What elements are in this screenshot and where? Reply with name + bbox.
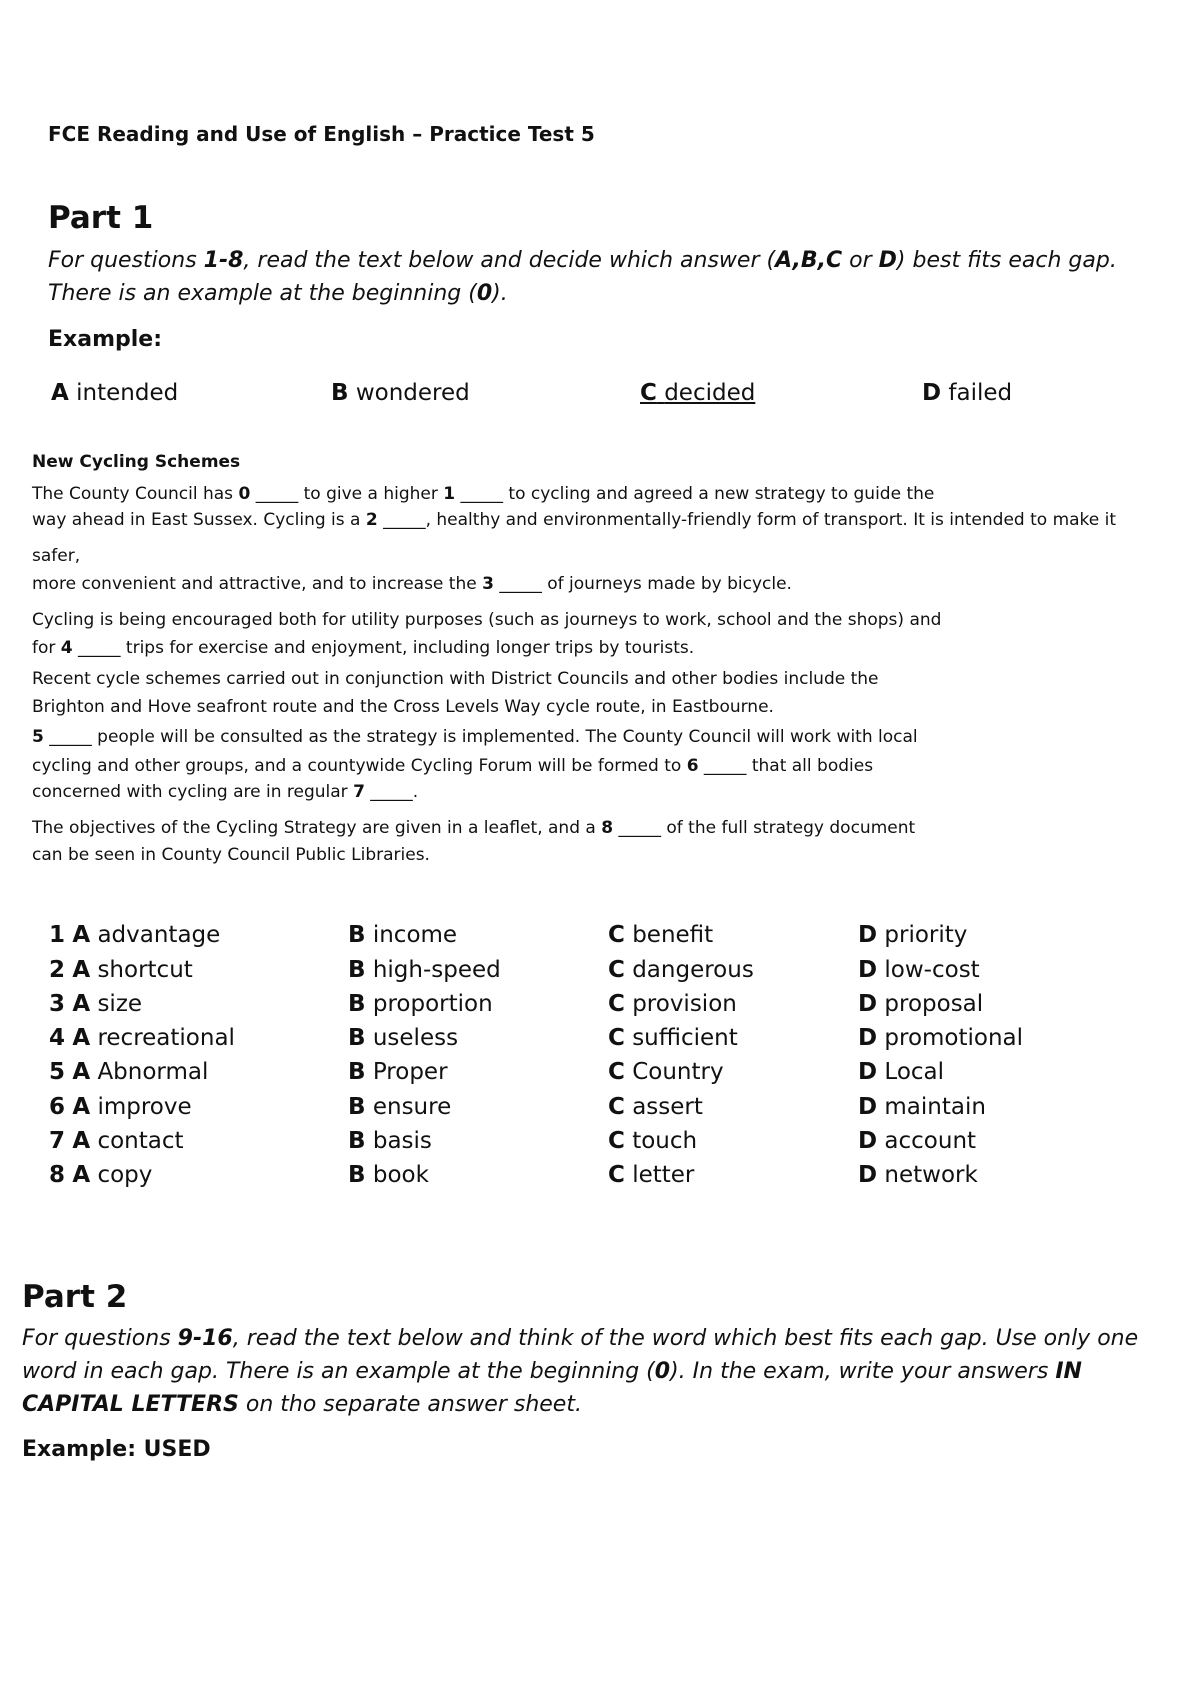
question-4-option-b: B useless [348, 1025, 459, 1051]
example-option-c-correct: C decided [640, 380, 756, 406]
passage-line: for 4 _____ trips for exercise and enjoyment, including longer trips by tourists. [32, 638, 695, 658]
question-4-option-d: D promotional [858, 1025, 1024, 1051]
question-3-option-d: D proposal [858, 991, 984, 1017]
question-6-option-a: 6 A improve [49, 1094, 192, 1120]
passage-line: The objectives of the Cycling Strategy are given in a leaflet, and a 8 _____ of the full strategy document [32, 818, 916, 838]
example-option-a: A intended [51, 380, 179, 406]
passage-line: Recent cycle schemes carried out in conjunction with District Councils and other bodies include the [32, 669, 879, 689]
passage-line: Brighton and Hove seafront route and the Cross Levels Way cycle route, in Eastbourne. [32, 697, 774, 717]
passage-line: Cycling is being encouraged both for utility purposes (such as journeys to work, school and the shops) and [32, 610, 942, 630]
document-header: FCE Reading and Use of English – Practice Test 5 [48, 122, 595, 146]
question-2-option-b: B high-speed [348, 957, 501, 983]
question-5-option-a: 5 A Abnormal [49, 1059, 209, 1085]
question-4-option-a: 4 A recreational [49, 1025, 235, 1051]
question-5-option-d: D Local [858, 1059, 945, 1085]
question-7-option-b: B basis [348, 1128, 432, 1154]
passage-title: New Cycling Schemes [32, 452, 241, 472]
passage-line: way ahead in East Sussex. Cycling is a 2 _____, healthy and environmentally-friendly form of transport. It is intended to make it [32, 510, 1117, 530]
question-7-option-d: D account [858, 1128, 977, 1154]
question-8-option-d: D network [858, 1162, 978, 1188]
question-7-option-a: 7 A contact [49, 1128, 184, 1154]
question-7-option-c: C touch [608, 1128, 698, 1154]
question-3-option-a: 3 A size [49, 991, 143, 1017]
passage-line: The County Council has 0 _____ to give a higher 1 _____ to cycling and agreed a new strategy to guide the [32, 484, 935, 504]
question-1-option-d: D priority [858, 922, 968, 948]
part1-title: Part 1 [48, 200, 154, 236]
question-1-option-c: C benefit [608, 922, 714, 948]
question-8-option-c: C letter [608, 1162, 695, 1188]
question-5-option-c: C Country [608, 1059, 724, 1085]
question-2-option-c: C dangerous [608, 957, 754, 983]
question-4-option-c: C sufficient [608, 1025, 738, 1051]
example-option-b: B wondered [331, 380, 470, 406]
passage-line: concerned with cycling are in regular 7 _____. [32, 782, 419, 802]
passage-line: safer, [32, 546, 81, 566]
part2-example: Example: USED [22, 1437, 211, 1462]
passage-line: can be seen in County Council Public Libraries. [32, 845, 430, 865]
question-5-option-b: B Proper [348, 1059, 448, 1085]
part2-instructions: For questions 9-16, read the text below and think of the word which best fits each gap. Use only one word in each gap. There is an example at the beginning (0). In the exam, write your answers IN CAPITAL LETTERS on tho separate answer sheet. [22, 1326, 1139, 1417]
example-label: Example: [48, 327, 162, 352]
question-2-option-d: D low-cost [858, 957, 980, 983]
passage-line: 5 _____ people will be consulted as the strategy is implemented. The County Council will work with local [32, 727, 918, 747]
question-8-option-a: 8 A copy [49, 1162, 153, 1188]
question-2-option-a: 2 A shortcut [49, 957, 193, 983]
question-1-option-b: B income [348, 922, 458, 948]
part2-title: Part 2 [22, 1279, 128, 1315]
question-6-option-c: C assert [608, 1094, 703, 1120]
question-6-option-d: D maintain [858, 1094, 986, 1120]
passage-line: more convenient and attractive, and to increase the 3 _____ of journeys made by bicycle. [32, 574, 792, 594]
question-1-option-a: 1 A advantage [49, 922, 221, 948]
question-3-option-c: C provision [608, 991, 737, 1017]
question-6-option-b: B ensure [348, 1094, 452, 1120]
example-option-d: D failed [922, 380, 1013, 406]
passage-line: cycling and other groups, and a countywide Cycling Forum will be formed to 6 _____ that all bodies [32, 756, 874, 776]
part1-instructions: For questions 1-8, read the text below and decide which answer (A,B,C or D) best fits each gap. There is an example at the beginning (0). [48, 248, 1117, 306]
question-8-option-b: B book [348, 1162, 429, 1188]
question-3-option-b: B proportion [348, 991, 493, 1017]
